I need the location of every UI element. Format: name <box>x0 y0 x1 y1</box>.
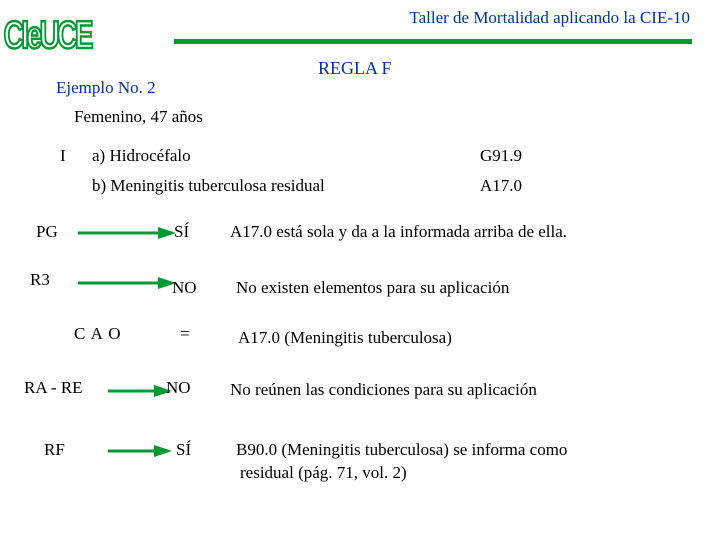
header-divider <box>174 39 692 44</box>
step-text-cao: A17.0 (Meningitis tuberculosa) <box>238 328 452 347</box>
step-answer-rf: SÍ <box>176 440 192 459</box>
diagnosis-b: b) Meningitis tuberculosa residual <box>92 176 325 195</box>
example-label: Ejemplo No. 2 <box>56 78 156 97</box>
patient-info: Femenino, 47 años <box>74 107 203 126</box>
arrow-icon <box>108 444 172 458</box>
step-answer-ra-re: NO <box>166 378 191 397</box>
step-answer-r3: NO <box>172 278 197 297</box>
step-text-pg: A17.0 está sola y da a la informada arriba de ella. <box>230 222 568 241</box>
step-rule-ra-re: RA - RE <box>24 378 83 397</box>
rule-title: REGLA F <box>318 58 392 78</box>
diagnosis-a-code: G91.9 <box>480 146 523 165</box>
step-rule-rf: RF <box>44 440 65 459</box>
arrow-icon <box>108 384 172 398</box>
step-rule-cao: C A O <box>74 324 122 343</box>
step-answer-pg: SÍ <box>174 222 190 241</box>
arrow-icon <box>78 276 176 290</box>
part-label: I <box>60 146 66 165</box>
step-text-rf-line2: residual (pág. 71, vol. 2) <box>240 463 407 482</box>
step-text-ra-re: No reúnen las condiciones para su aplicación <box>230 380 537 399</box>
cieuce-logo <box>2 2 92 58</box>
step-answer-cao: = <box>180 324 190 343</box>
step-text-r3: No existen elementos para su aplicación <box>236 278 510 297</box>
diagnosis-b-code: A17.0 <box>480 176 523 195</box>
arrow-icon <box>78 226 176 240</box>
diagnosis-a: a) Hidrocéfalo <box>92 146 191 165</box>
step-text-rf: B90.0 (Meningitis tuberculosa) se informa como <box>236 440 568 459</box>
svg-text:CIeUCE: CIeUCE <box>3 13 92 58</box>
step-rule-r3: R3 <box>30 270 50 289</box>
header-title: Taller de Mortalidad aplicando la CIE-10 <box>409 8 690 27</box>
step-rule-pg: PG <box>36 222 58 241</box>
